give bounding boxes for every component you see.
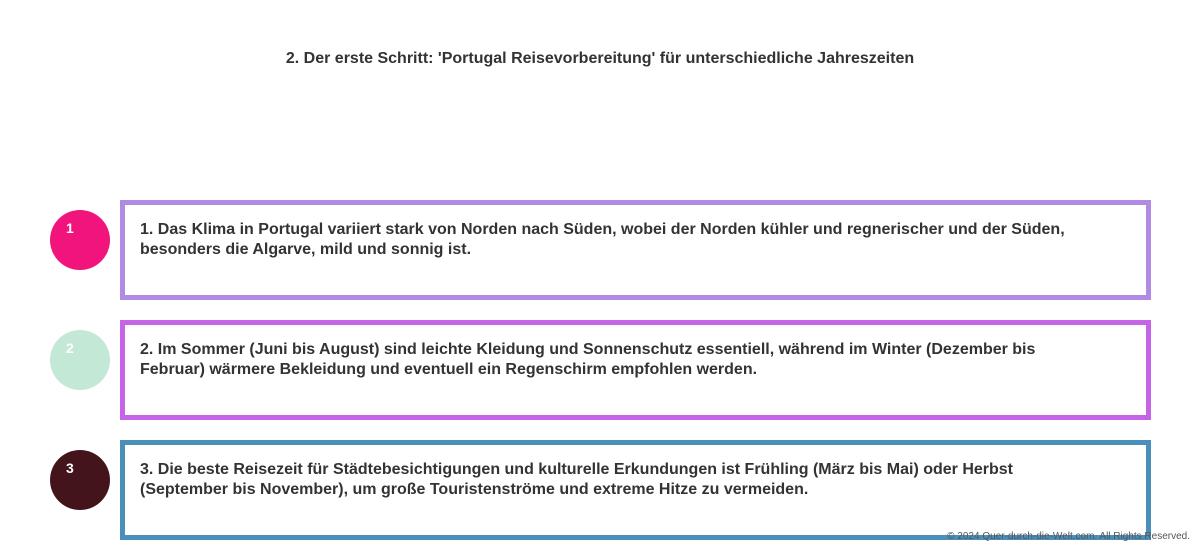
step-box [120, 440, 1151, 540]
step-number-circle [50, 210, 110, 270]
step-number: 1 [66, 220, 74, 236]
step-number: 3 [66, 460, 74, 476]
step-number-circle [50, 330, 110, 390]
step-number-circle [50, 450, 110, 510]
step-text: 3. Die beste Reisezeit für Städtebesichtigungen und kulturelle Erkundungen ist Frühling (März bis Mai) oder Herbst (September bis November), um große Touristenströme und extreme Hitze zu vermeiden. [140, 461, 1014, 498]
step-box [120, 320, 1151, 420]
copyright-footer: © 2024 Quer-durch-die-Welt.com. All Rights Reserved. [947, 531, 1190, 542]
diagram-title: 2. Der erste Schritt: 'Portugal Reisevorbereitung' für unterschiedliche Jahreszeiten [285, 50, 915, 67]
step-box [120, 200, 1151, 300]
step-text: 2. Im Sommer (Juni bis August) sind leichte Kleidung und Sonnenschutz essentiell, während im Winter (Dezember bis Februar) wärmere Bekleidung und eventuell ein Regenschirm empfohlen werden. [140, 341, 1036, 378]
step-number: 2 [66, 340, 74, 356]
step-3 [0, 440, 1200, 540]
step-2 [0, 320, 1200, 420]
step-1 [0, 200, 1200, 300]
step-text: 1. Das Klima in Portugal variiert stark von Norden nach Süden, wobei der Norden kühler und regnerischer und der Süden, besonders die Algarve, mild und sonnig ist. [140, 221, 1065, 258]
